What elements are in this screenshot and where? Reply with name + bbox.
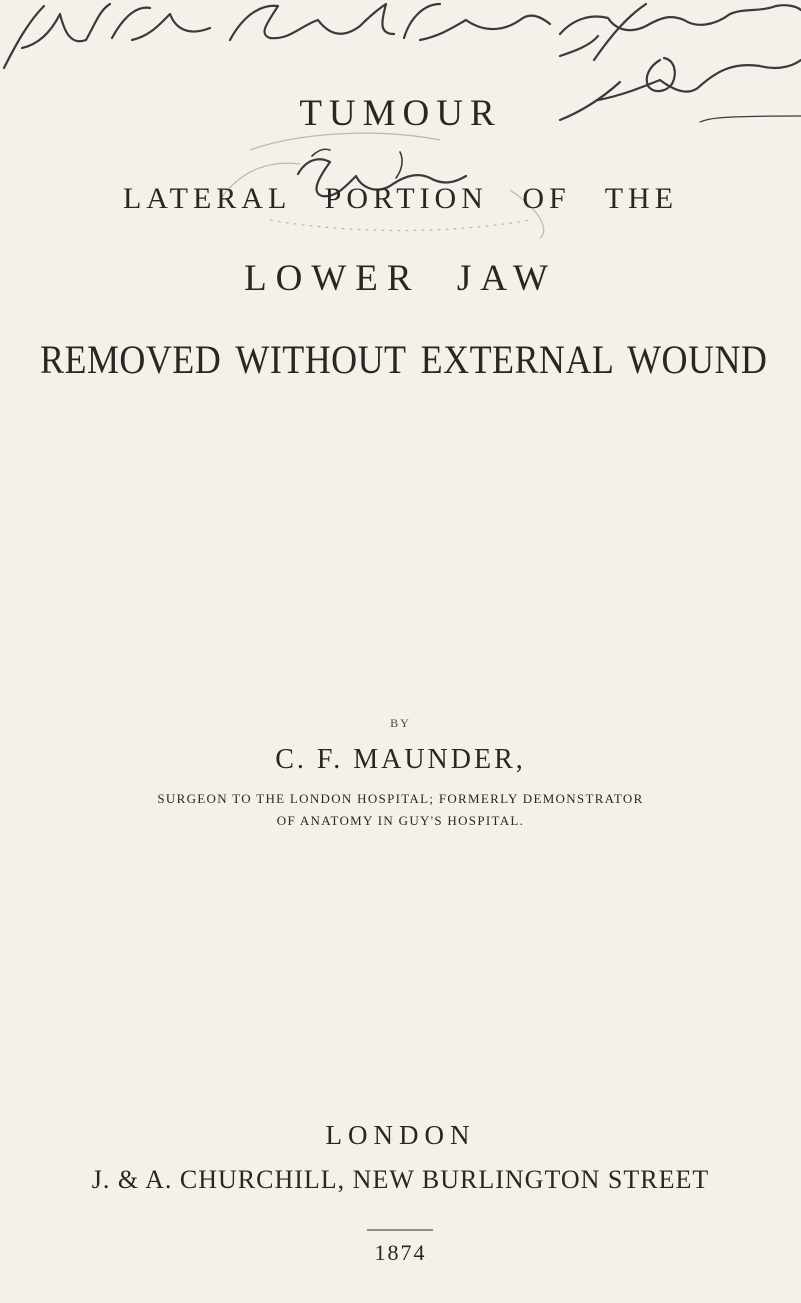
title-line-2: LATERAL PORTION OF THE [122, 182, 679, 215]
subtitle: REMOVED WITHOUT EXTERNAL WOUND [40, 337, 768, 382]
by-label: BY [390, 716, 411, 730]
author-credentials-line-1: SURGEON TO THE LONDON HOSPITAL; FORMERLY DEMONSTRATOR [157, 791, 644, 806]
publisher: J. & A. CHURCHILL, NEW BURLINGTON STREET [91, 1165, 710, 1194]
author-name: C. F. MAUNDER, [275, 744, 526, 775]
author-credentials-line-2: OF ANATOMY IN GUY'S HOSPITAL. [276, 813, 525, 828]
title-line-1: TUMOUR [299, 93, 502, 134]
title-line-3: LOWER JAW [244, 258, 557, 299]
publication-year: 1874 [374, 1240, 427, 1265]
publication-city: LONDON [325, 1120, 476, 1150]
rule-divider [367, 1228, 433, 1232]
